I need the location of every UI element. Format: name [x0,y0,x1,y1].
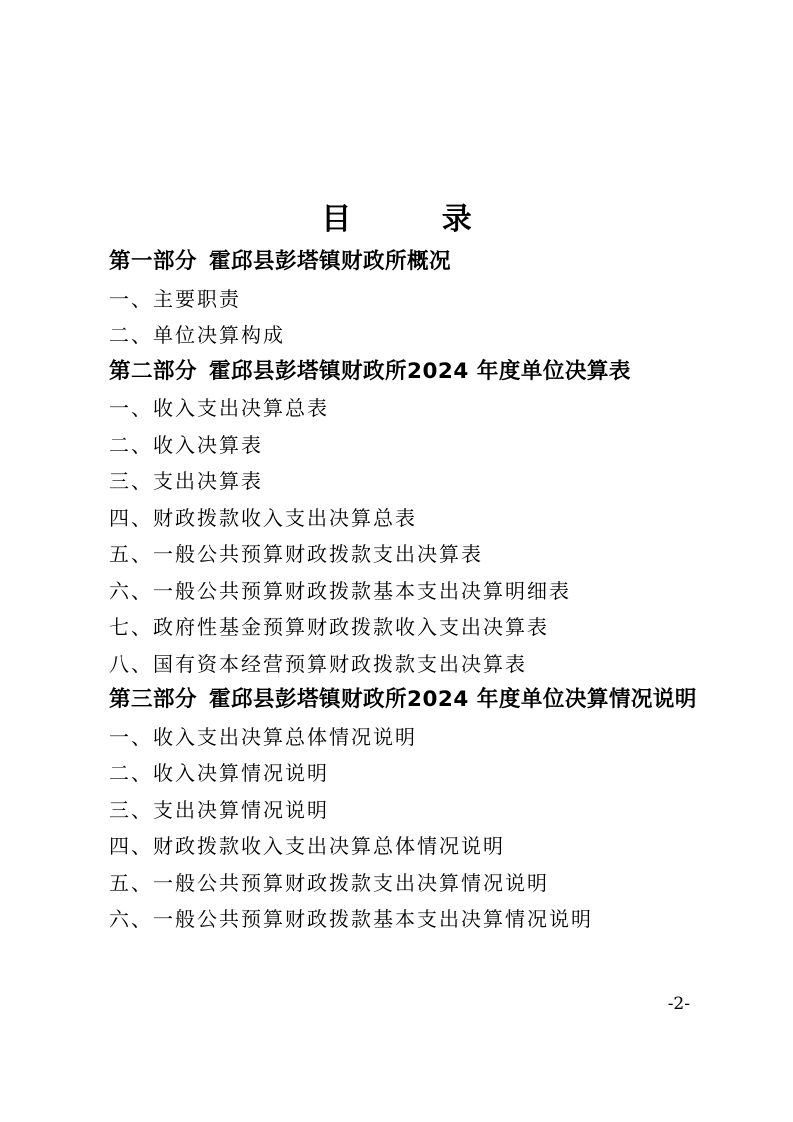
toc-section-part-3 [109,682,699,938]
toc-item: 三、支出决算表 [109,469,263,493]
section-prefix: 第三部分 [109,687,198,712]
toc-item: 一、收入支出决算总体情况说明 [109,724,417,749]
section-title: 霍邱县彭塔镇财政所2024 年度单位决算情况说明 [209,687,697,712]
page-number: -2- [667,994,690,1014]
section-heading [109,682,699,719]
toc-item: 二、收入决算情况说明 [109,761,329,785]
toc-item: 三、支出决算情况说明 [109,797,329,822]
toc-item: 四、财政拨款收入支出决算总体情况说明 [109,834,505,858]
section-heading [109,244,699,281]
page-title: 目 录 [321,202,512,237]
toc-item: 七、政府性基金预算财政拨款收入支出决算表 [109,615,549,639]
toc-section-part-2 [109,354,699,683]
section-prefix: 第二部分 [109,358,198,384]
toc-item: 一、主要职责 [109,286,241,311]
table-of-contents [109,244,699,938]
toc-item: 五、一般公共预算财政拨款支出决算情况说明 [109,870,549,895]
toc-item: 四、财政拨款收入支出决算总表 [109,505,417,530]
toc-item: 八、国有资本经营预算财政拨款支出决算表 [109,651,527,676]
toc-section-part-1 [109,244,699,354]
toc-item: 六、一般公共预算财政拨款基本支出决算情况说明 [109,907,593,931]
section-title: 霍邱县彭塔镇财政所概况 [209,249,452,274]
toc-item: 二、收入决算表 [109,432,263,457]
section-heading [109,354,699,391]
toc-item: 一、收入支出决算总表 [109,396,329,420]
toc-item-list [109,719,699,938]
toc-item-list [109,281,699,354]
toc-item: 二、单位决算构成 [109,323,285,347]
toc-item: 五、一般公共预算财政拨款支出决算表 [109,542,483,566]
toc-item-list [109,390,699,682]
section-prefix: 第一部分 [109,249,198,274]
toc-item: 六、一般公共预算财政拨款基本支出决算明细表 [109,578,571,603]
section-title: 霍邱县彭塔镇财政所2024 年度单位决算表 [209,358,631,384]
